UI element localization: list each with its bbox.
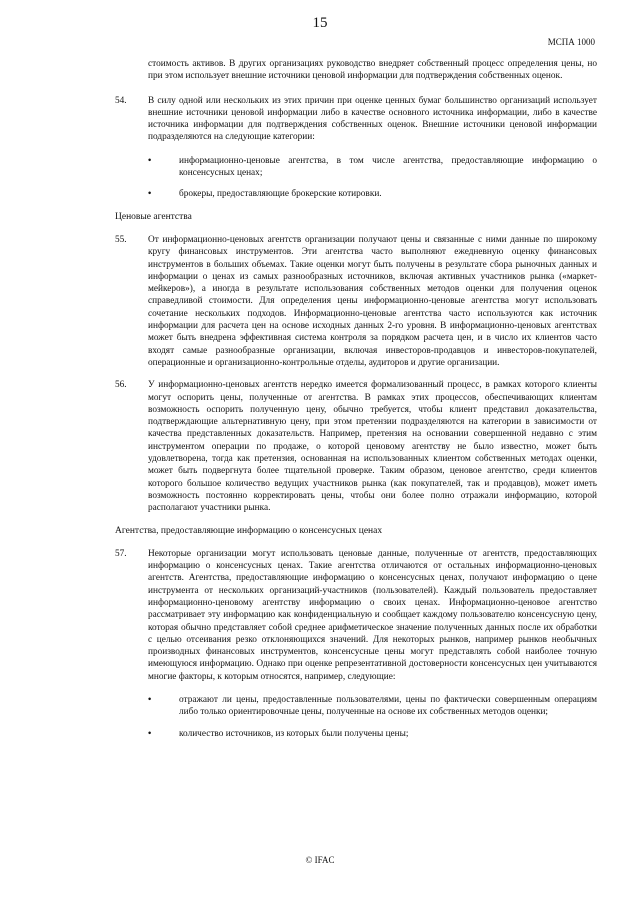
paragraph-54 <box>115 95 597 201</box>
list-item-text: отражают ли цены, предоставленные пользователями, цены по фактически совершенным операциям либо только ориентировочные цены, полученные на основе их собственных методов оценки; <box>179 695 597 718</box>
bullet-icon: • <box>148 695 152 706</box>
paragraph-57 <box>115 548 597 740</box>
section-heading-pricing-agencies: Ценовые агентства <box>115 211 192 222</box>
list-item <box>148 155 597 180</box>
copyright-footer: © IFAC <box>305 855 335 865</box>
bullet-list <box>148 694 597 740</box>
section-heading-consensus-pricing: Агентства, предоставляющие информацию о консенсусных ценах <box>115 525 383 536</box>
paragraph-text: У информационно-ценовых агентств нередко имеется формализованный процесс, в рамках которого клиенты могут оспорить цены, полученные от агентства. В рамках этих процессов, обеспечивающих клиентам возможность оспорить полученную цену, обычно требуется, чтобы клиент представил доказательства, подтверждающие альтернативную цену, при этом претензии подразделяются на категории в зависимости от качества представленных доказательств. Например, претензия на основании совершенной недавно с этим инструментом операции по продаже, о которой ценовому агентству не было известно, может быть удовлетворена, тогда как претензия, основанная на использованных клиентом собственных методах оценки, может быть подвергнута более тщательной проверке. Таким образом, ценовое агентство, среди клиентов которого большое количество ведущих участников рынка (как покупателей, так и продавцов), может иметь возможность постоянно корректировать цены, чтобы они более полно отражали информацию, которой располагают участники рынка. <box>148 380 597 514</box>
paragraph-text: От информационно-ценовых агентств организации получают цены и связанные с ними данные по широкому кругу финансовых инструментов. Эти агентства часто выполняют ежедневную оценку финансовых инструментов в больших объемах. Такие оценки могут быть получены в результате сбора рыночных данных и информации о ценах из самых разнообразных источников, включая активных участников рынка («маркет-мейкеров»), а иногда в результате использования собственных методов оценки для получения оценок справедливой стоимости. Для определения цены информационно-ценовые агентства могут использовать сочетание нескольких подходов. Информационно-ценовые агентства часто используются как источник информации для расчета цен на основе исходных данных 2-го уровня. В информационно-ценовых агентствах может быть внедрена эффективная система контроля за порядком расчета цен, и в число их клиентов часто входят самые разнообразные организации, включая инвесторов-продавцов и инвесторов-покупателей, операционные и организационно-контрольные отделы, аудиторов и другие организации. <box>148 234 597 368</box>
intro-paragraph <box>115 58 597 83</box>
list-item <box>148 728 597 740</box>
list-item <box>148 694 597 719</box>
list-item-text: количество источников, из которых были получены цены; <box>179 728 409 739</box>
bullet-icon: • <box>148 189 152 200</box>
paragraph-text: В силу одной или нескольких из этих причин при оценке ценных бумаг большинство организаций использует внешние источники ценовой информации либо в качестве основного источника информации, либо в качестве источника информации для подтверждения собственных оценок. Внешние источники ценовой информации подразделяются на следующие категории: <box>148 95 597 143</box>
paragraph-55 <box>115 234 597 369</box>
paragraph-text: Некоторые организации могут использовать ценовые данные, полученные от агентств, предоставляющих информацию о консенсусных ценах. Такие агентства отличаются от остальных информационно-ценовых агентств. Агентства, предоставляющие информацию о консенсусных ценах, получают информацию о цене инструмента от нескольких организаций-участников (пользователей). Каждый пользователь предоставляет информационно-ценовому агентству информацию о своих ценах. Информационно-ценовое агентство рассматривает эту информацию как конфиденциальную и сообщает каждому пользователю консенсусную цену, которая обычно представляет собой среднее арифметическое значение полученных данных после их обработки с целью отсеивания резко отклоняющихся значений. Для некоторых рынков, например рынков необычных производных финансовых инструментов, консенсусные цены могут представлять собой наиболее точную имеющуюся информацию. Однако при оценке репрезентативной достоверности консенсусных цен учитываются многие факторы, к которым относятся, например, следующие: <box>148 548 597 682</box>
paragraph-text: стоимость активов. В других организациях руководство внедряет собственный процесс определения цены, но при этом использует внешние источники ценовой информации для подтверждения собственных оценок. <box>148 59 597 82</box>
paragraph-number: 57. <box>115 548 127 559</box>
bullet-icon: • <box>148 155 152 166</box>
paragraph-number: 56. <box>115 380 127 391</box>
list-item-text: информационно-ценовые агентства, в том числе агентства, предоставляющие информацию о консенсусных ценах; <box>179 155 597 179</box>
page-number: 15 <box>312 15 328 31</box>
list-item-text: брокеры, предоставляющие брокерские котировки. <box>179 189 382 200</box>
bullet-icon: • <box>148 728 152 739</box>
paragraph-number: 55. <box>115 234 127 245</box>
document-code: МСПА 1000 <box>547 37 595 47</box>
paragraph-56 <box>115 379 597 514</box>
paragraph-number: 54. <box>115 95 127 106</box>
page-content <box>115 58 597 750</box>
list-item <box>148 188 597 200</box>
bullet-list <box>148 155 597 201</box>
